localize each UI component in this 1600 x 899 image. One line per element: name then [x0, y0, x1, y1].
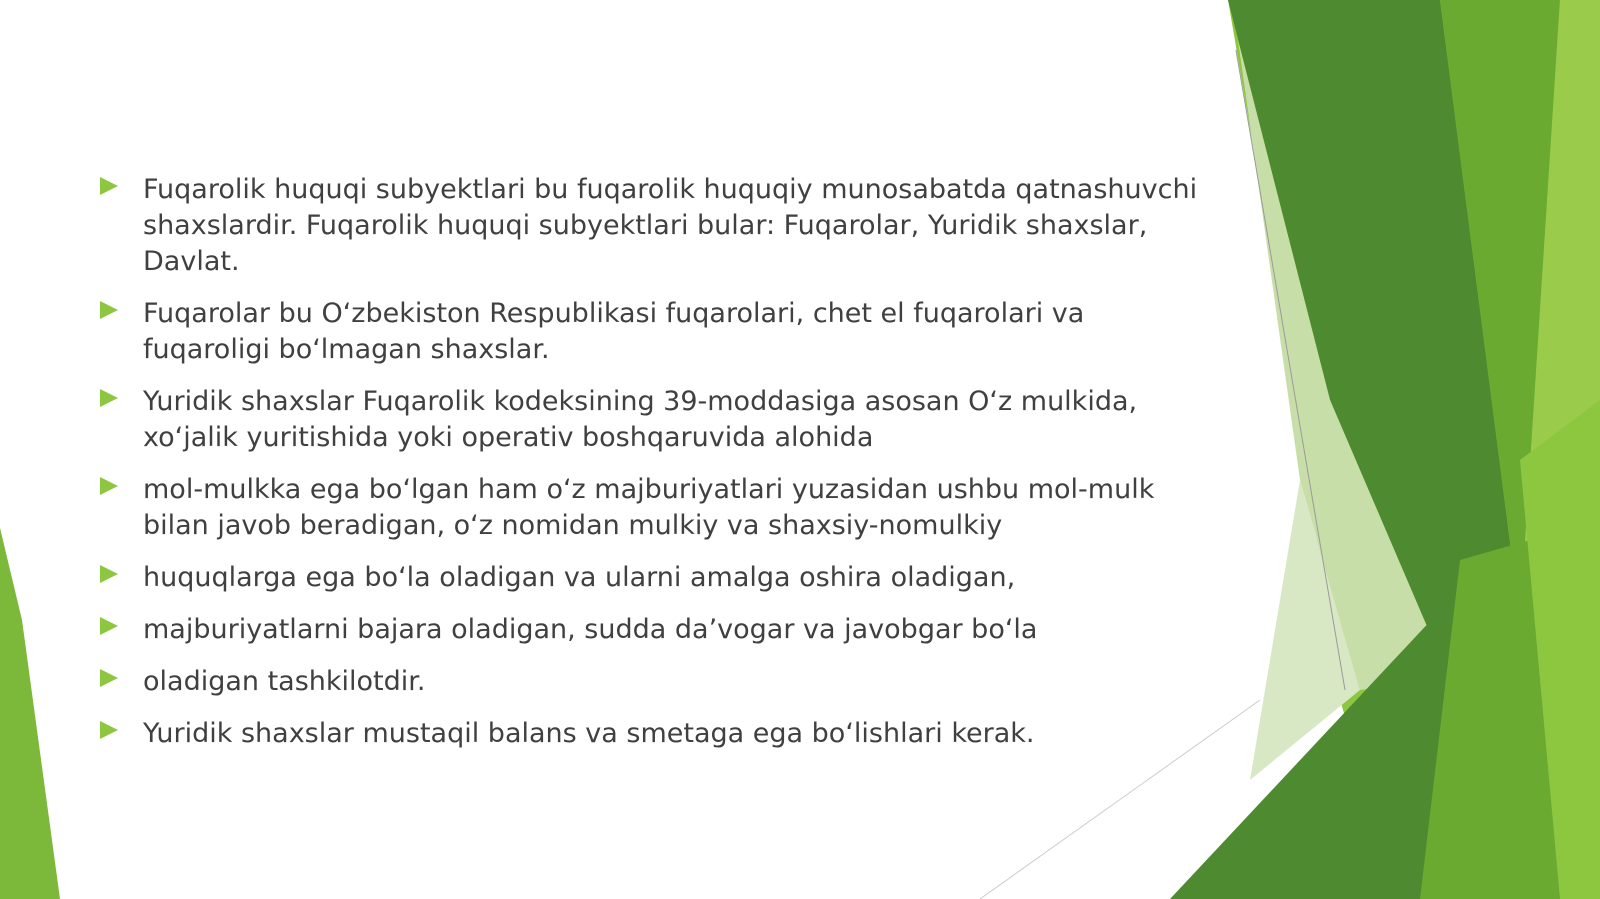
list-item — [100, 472, 1210, 544]
bullet-arrow-icon — [100, 301, 118, 319]
bullet-text: Fuqarolik huquqi subyektlari bu fuqarolik huquqiy munosabatda qatnashuvchi shaxslardir. Fuqarolik huquqi subyektlari bular: Fuqarolar, Yuridik shaxslar, Davlat. — [143, 174, 1198, 277]
bullet-arrow-icon — [100, 565, 118, 583]
bullet-arrow-icon — [100, 177, 118, 195]
bullet-arrow-icon — [100, 477, 118, 495]
bullet-arrow-icon — [100, 669, 118, 687]
left-green-sliver — [0, 528, 60, 899]
bullet-arrow-icon — [100, 721, 118, 739]
list-item — [100, 296, 1210, 368]
bullet-arrow-icon — [100, 617, 118, 635]
bullet-text: mol-mulkka ega bo‘lgan ham o‘z majburiyatlari yuzasidan ushbu mol-mulk bilan javob beradigan, o‘z nomidan mulkiy va shaxsiy-nomulkiy — [143, 474, 1155, 541]
bullet-arrow-icon — [100, 389, 118, 407]
list-item — [100, 664, 1210, 700]
slide-content — [100, 172, 1210, 768]
bullet-list — [100, 172, 1210, 752]
list-item — [100, 172, 1210, 280]
bullet-text: oladigan tashkilotdir. — [143, 666, 426, 697]
bullet-text: Yuridik shaxslar Fuqarolik kodeksining 39-moddasiga asosan O‘z mulkida, xo‘jalik yuritishida yoki operativ boshqaruvida alohida — [143, 386, 1138, 453]
bullet-text: huquqlarga ega bo‘la oladigan va ularni amalga oshira oladigan, — [143, 562, 1016, 593]
list-item — [100, 716, 1210, 752]
bullet-text: Yuridik shaxslar mustaqil balans va smetaga ega bo‘lishlari kerak. — [143, 718, 1035, 749]
bullet-text: majburiyatlarni bajara oladigan, sudda da’vogar va javobgar bo‘la — [143, 614, 1038, 645]
bullet-text: Fuqarolar bu O‘zbekiston Respublikasi fuqarolari, chet el fuqarolari va fuqaroligi bo‘lmagan shaxslar. — [143, 298, 1085, 365]
list-item — [100, 384, 1210, 456]
list-item — [100, 560, 1210, 596]
list-item — [100, 612, 1210, 648]
